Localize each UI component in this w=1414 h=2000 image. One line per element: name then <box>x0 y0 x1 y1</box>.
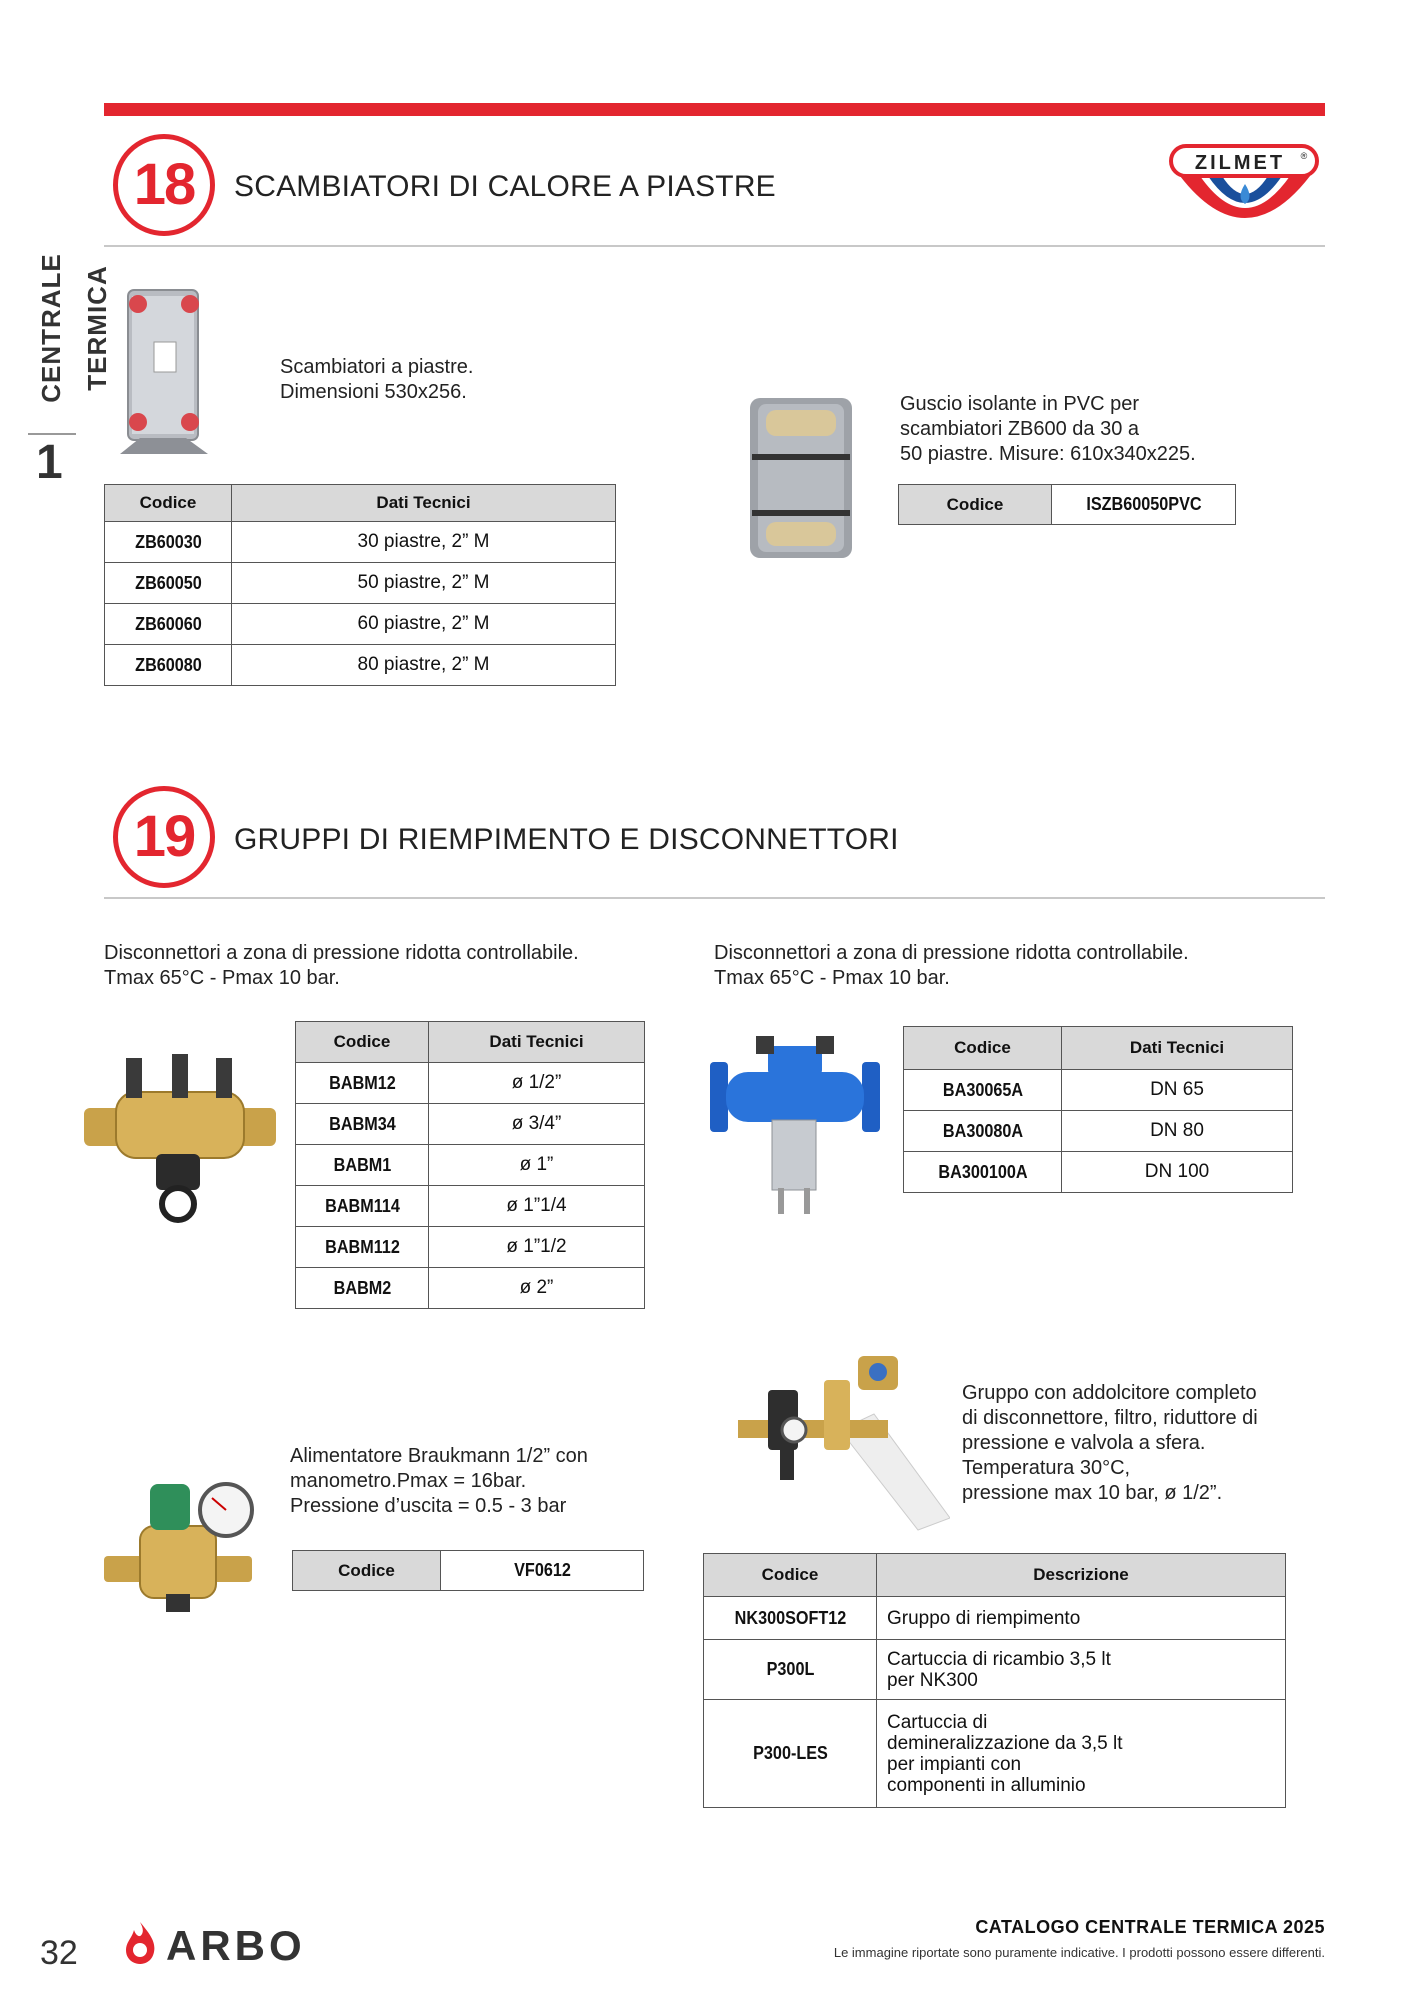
code-cell: BA30080A <box>911 1111 1053 1152</box>
disconnector-flanged-table <box>903 1026 1293 1193</box>
section-19-rule <box>104 897 1325 899</box>
softener-group-table <box>703 1553 1286 1808</box>
column-header-code: Codice <box>904 1027 1062 1070</box>
table-row <box>296 1227 645 1268</box>
column-header-code: Codice <box>899 485 1052 525</box>
table-row <box>105 563 616 604</box>
specs-cell: ø 1/2” <box>429 1063 645 1104</box>
section-18-rule <box>104 245 1325 247</box>
table-row <box>105 522 616 563</box>
code-cell: BABM12 <box>302 1063 422 1104</box>
table-row <box>296 1063 645 1104</box>
section-18-title: SCAMBIATORI DI CALORE A PIASTRE <box>234 170 776 203</box>
disclaimer-note: Le immagine riportate sono puramente indicative. I prodotti possono essere differenti. <box>833 1945 1325 1960</box>
braukmann-description: Alimentatore Braukmann 1/2” con manometro.Pmax = 16bar. Pressione d’uscita = 0.5 - 3 bar <box>290 1445 588 1517</box>
table-row <box>704 1597 1286 1640</box>
specs-cell: 80 piastre, 2” M <box>232 645 616 686</box>
specs-cell: DN 80 <box>1062 1111 1293 1152</box>
disconnector-small-table <box>295 1021 645 1309</box>
section-19-number: 19 <box>113 786 215 888</box>
table-row <box>904 1111 1293 1152</box>
code-cell: BA300100A <box>911 1152 1053 1193</box>
pvc-shell-code-table <box>898 484 1236 525</box>
brass-disconnector-image <box>80 1044 280 1226</box>
code-cell: BA30065A <box>911 1070 1053 1111</box>
column-header-code: Codice <box>704 1554 877 1597</box>
softener-group-description: Gruppo con addolcitore completo di disconnettore, filtro, riduttore di pressione e valvola a sfera. Temperatura 30°C, pressione max 10 bar, ø 1/2”. <box>962 1382 1258 1504</box>
pvc-shell-description: Guscio isolante in PVC per scambiatori ZB600 da 30 a 50 piastre. Misure: 610x340x225. <box>900 393 1196 465</box>
table-row <box>704 1640 1286 1700</box>
pressure-reducer-gauge-image <box>100 1474 260 1614</box>
specs-cell: ø 2” <box>429 1268 645 1309</box>
plate-heat-exchanger-image <box>114 282 214 457</box>
table-row <box>904 1152 1293 1193</box>
code-cell: ZB60080 <box>111 645 225 686</box>
specs-cell: DN 65 <box>1062 1070 1293 1111</box>
code-cell: BABM34 <box>302 1104 422 1145</box>
top-red-bar <box>104 103 1325 116</box>
code-cell: BABM1 <box>302 1145 422 1186</box>
table-row <box>296 1268 645 1309</box>
code-cell: BABM112 <box>302 1227 422 1268</box>
pvc-insulation-shell-image <box>744 394 860 564</box>
zilmet-logo-text: ZILMET <box>1194 152 1286 174</box>
specs-cell: 50 piastre, 2” M <box>232 563 616 604</box>
zilmet-logo-mark: ® <box>1300 151 1308 161</box>
specs-cell: DN 100 <box>1062 1152 1293 1193</box>
column-header-specs: Dati Tecnici <box>1062 1027 1293 1070</box>
side-tab-number: 1 <box>36 436 63 489</box>
column-header-description: Descrizione <box>877 1554 1286 1597</box>
table-header-row <box>904 1027 1293 1070</box>
specs-cell: ø 1”1/4 <box>429 1186 645 1227</box>
column-header-code: Codice <box>293 1551 441 1591</box>
page-number: 32 <box>40 1934 78 1972</box>
specs-cell: ø 1” <box>429 1145 645 1186</box>
code-cell: ZB60030 <box>111 522 225 563</box>
braukmann-code-table <box>292 1550 644 1591</box>
plate-exchanger-description: Scambiatori a piastre. Dimensioni 530x256. <box>280 356 474 403</box>
column-header-code: Codice <box>296 1022 429 1063</box>
code-cell: P300-LES <box>712 1700 868 1808</box>
zilmet-logo <box>1168 142 1322 234</box>
side-tab <box>28 165 112 489</box>
flame-icon <box>120 1920 160 1966</box>
side-tab-label: CENTRALE TERMICA <box>36 253 112 403</box>
code-cell: BABM114 <box>302 1186 422 1227</box>
description-cell: Cartuccia di demineralizzazione da 3,5 lt per impianti con componenti in alluminio <box>877 1700 1286 1808</box>
table-header-row <box>296 1022 645 1063</box>
code-cell: ZB60060 <box>111 604 225 645</box>
code-cell: BABM2 <box>302 1268 422 1309</box>
code-cell: VF0612 <box>451 1551 634 1591</box>
code-cell: P300L <box>712 1640 868 1700</box>
code-cell: ISZB60050PVC <box>1061 485 1227 525</box>
table-header-row <box>105 485 616 522</box>
table-row <box>904 1070 1293 1111</box>
section-19-title: GRUPPI DI RIEMPIMENTO E DISCONNETTORI <box>234 823 899 856</box>
specs-cell: 60 piastre, 2” M <box>232 604 616 645</box>
description-cell: Cartuccia di ricambio 3,5 lt per NK300 <box>877 1640 1286 1700</box>
table-row <box>105 645 616 686</box>
table-row <box>296 1145 645 1186</box>
specs-cell: 30 piastre, 2” M <box>232 522 616 563</box>
table-row <box>899 485 1236 525</box>
specs-cell: ø 1”1/2 <box>429 1227 645 1268</box>
arbo-logo: ARBO <box>166 1922 306 1969</box>
code-cell: ZB60050 <box>111 563 225 604</box>
column-header-specs: Dati Tecnici <box>429 1022 645 1063</box>
description-cell: Gruppo di riempimento <box>877 1597 1286 1640</box>
blue-flanged-disconnector-image <box>706 1032 884 1216</box>
catalog-title: CATALOGO CENTRALE TERMICA 2025 <box>975 1917 1325 1937</box>
disconnector-small-description: Disconnettori a zona di pressione ridotta controllabile. Tmax 65°C - Pmax 10 bar. <box>104 942 579 989</box>
column-header-specs: Dati Tecnici <box>232 485 616 522</box>
plate-exchanger-table <box>104 484 616 686</box>
table-row <box>296 1186 645 1227</box>
table-row <box>293 1551 644 1591</box>
table-row <box>105 604 616 645</box>
softener-group-image <box>728 1350 950 1540</box>
table-row <box>296 1104 645 1145</box>
disconnector-flanged-description: Disconnettori a zona di pressione ridotta controllabile. Tmax 65°C - Pmax 10 bar. <box>714 942 1189 989</box>
specs-cell: ø 3/4” <box>429 1104 645 1145</box>
section-18-number: 18 <box>113 134 215 236</box>
code-cell: NK300SOFT12 <box>712 1597 868 1640</box>
table-header-row <box>704 1554 1286 1597</box>
table-row <box>704 1700 1286 1808</box>
column-header-code: Codice <box>105 485 232 522</box>
